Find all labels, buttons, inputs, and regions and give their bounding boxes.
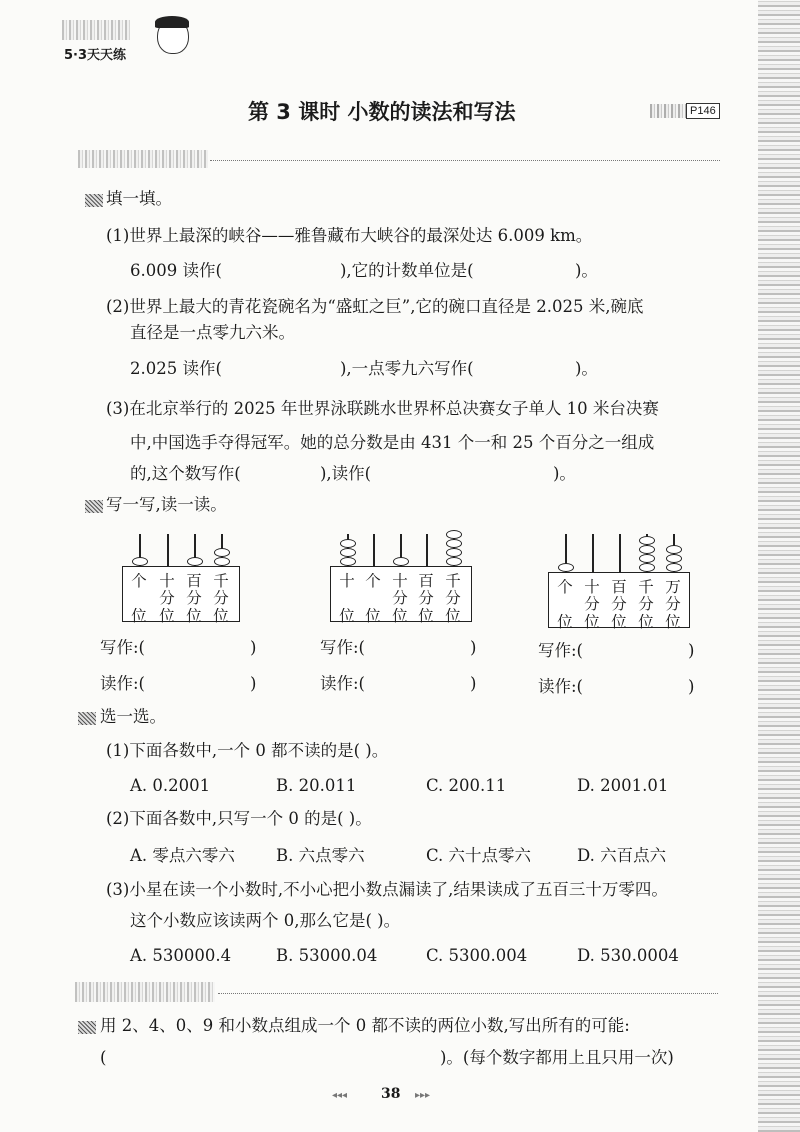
abacus-bead (446, 530, 462, 539)
q3-p3-opt-c: C. 5300.004 (426, 946, 528, 965)
close-paren: ) (250, 638, 257, 657)
abacus-bead (666, 554, 682, 563)
q3-p2-opt-d: D. 六百点六 (577, 846, 667, 865)
abacus-label: 位 (365, 607, 381, 625)
abacus-label: 分 (213, 589, 229, 607)
close-paren: ) (250, 674, 257, 693)
q3-p3-line2: 这个小数应该读两个 0,那么它是( )。 (130, 911, 401, 930)
q3-p3-opt-a: A. 530000.4 (130, 946, 232, 965)
q1-p3-line3c: )。 (553, 464, 576, 483)
right-arrows-icon: ▸▸▸ (415, 1090, 431, 1101)
abacus-bead (558, 563, 574, 572)
abacus-label: 千 (638, 578, 654, 596)
abacus-bead (446, 548, 462, 557)
read-label-1: 读作:( (100, 674, 145, 693)
page-number: 38 (381, 1086, 401, 1102)
q1-p1-line2b: ),它的计数单位是( (340, 261, 474, 280)
q1-p2-line3c: )。 (575, 359, 598, 378)
abacus-label: 位 (339, 607, 355, 625)
abacus-bead (639, 554, 655, 563)
close-paren: ) (470, 638, 477, 657)
question-2-icon (85, 500, 103, 513)
logo-cartoon (62, 20, 130, 40)
abacus-label: 百 (611, 578, 627, 596)
abacus-bead (446, 539, 462, 548)
abacus-label: 位 (665, 613, 681, 631)
write-label-2: 写作:( (320, 638, 365, 657)
read-label-3: 读作:( (538, 677, 583, 696)
abacus-label: 个 (131, 572, 147, 590)
section-banner-advanced (75, 982, 215, 1002)
abacus-label: 分 (584, 595, 600, 613)
abacus-label: 十 (584, 578, 600, 596)
abacus-label: 万 (665, 578, 681, 596)
q4-line1: 用 2、4、0、9 和小数点组成一个 0 都不读的两位小数,写出所有的可能: (100, 1016, 630, 1035)
abacus-bead (393, 557, 409, 566)
abacus-bead (214, 548, 230, 557)
read-label-2: 读作:( (320, 674, 365, 693)
cartoon-hair-icon (155, 16, 189, 28)
q3-p2-opt-a: A. 零点六零六 (130, 846, 235, 865)
close-paren: ) (688, 677, 695, 696)
abacus-label: 分 (665, 595, 681, 613)
q3-p2-opt-b: B. 六点零六 (276, 846, 365, 865)
abacus-bead (340, 539, 356, 548)
abacus-label: 位 (584, 613, 600, 631)
abacus-label: 位 (213, 607, 229, 625)
q3-p3-opt-d: D. 530.0004 (577, 946, 679, 965)
q1-p3-line3a: 的,这个数写作( (130, 464, 241, 483)
q4-line2b: )。(每个数字都用上且只用一次) (440, 1048, 674, 1067)
abacus-1 (122, 530, 244, 625)
abacus-label: 百 (186, 572, 202, 590)
q1-p2-line3b: ),一点零九六写作( (340, 359, 474, 378)
abacus-label: 位 (445, 607, 461, 625)
abacus-label: 分 (418, 589, 434, 607)
q1-p1-line2c: )。 (575, 261, 598, 280)
abacus-label: 分 (638, 595, 654, 613)
abacus-label: 位 (638, 613, 654, 631)
q3-p3-opt-b: B. 53000.04 (276, 946, 378, 965)
q3-p1-opt-d: D. 2001.01 (577, 776, 669, 795)
close-paren: ) (470, 674, 477, 693)
q3-p2-opt-c: C. 六十点零六 (426, 846, 532, 865)
q1-p2-line3a: 2.025 读作( (130, 359, 222, 378)
abacus-bead (340, 557, 356, 566)
abacus-bead (187, 557, 203, 566)
lesson-title: 第 3 课时 小数的读法和写法 (248, 100, 516, 124)
q1-p1-line2a: 6.009 读作( (130, 261, 222, 280)
q3-p1-opt-b: B. 20.011 (276, 776, 357, 795)
q1-p3-line2: 中,中国选手夺得冠军。她的总分数是由 431 个一和 25 个百分之一组成 (130, 433, 655, 452)
abacus-label: 千 (445, 572, 461, 590)
q3-p1: (1)下面各数中,一个 0 都不读的是( )。 (106, 741, 389, 760)
abacus-label: 位 (159, 607, 175, 625)
abacus-bead (666, 545, 682, 554)
abacus-3 (548, 530, 693, 631)
series-name: 5·3天天练 (64, 48, 127, 63)
abacus-label: 位 (186, 607, 202, 625)
q1-p2-line1: (2)世界上最大的青花瓷碗名为“盛虹之巨”,它的碗口直径是 2.025 米,碗底 (106, 297, 644, 316)
page-edge (758, 0, 800, 1132)
q3-p3-line1: (3)小星在读一个小数时,不小心把小数点漏读了,结果读成了五百三十万零四。 (106, 880, 668, 899)
series-logo (62, 14, 202, 74)
q2-heading: 写一写,读一读。 (106, 495, 227, 514)
page-ref-tag (650, 104, 686, 118)
abacus-label: 分 (445, 589, 461, 607)
abacus-bead (639, 563, 655, 572)
abacus-label: 位 (611, 613, 627, 631)
close-paren: ) (688, 641, 695, 660)
abacus-bead (340, 548, 356, 557)
q3-heading: 选一选。 (100, 707, 166, 726)
abacus-bead (639, 536, 655, 545)
abacus-label: 分 (186, 589, 202, 607)
q3-p1-opt-a: A. 0.2001 (130, 776, 211, 795)
left-arrows-icon: ◂◂◂ (332, 1090, 348, 1101)
abacus-label: 个 (365, 572, 381, 590)
q1-heading: 填一填。 (106, 189, 172, 208)
section-banner-basic (78, 150, 208, 168)
abacus-label: 分 (159, 589, 175, 607)
q1-p1-line1: (1)世界上最深的峡谷——雅鲁藏布大峡谷的最深处达 6.009 km。 (106, 226, 593, 245)
q1-p3-line3b: ),读作( (320, 464, 372, 483)
abacus-bead (446, 557, 462, 566)
write-label-3: 写作:( (538, 641, 583, 660)
abacus-label: 分 (611, 595, 627, 613)
abacus-label: 十 (159, 572, 175, 590)
abacus-bead (666, 563, 682, 572)
question-1-icon (85, 194, 103, 207)
abacus-label: 位 (131, 607, 147, 625)
abacus-label: 个 (557, 578, 573, 596)
abacus-label: 十 (392, 572, 408, 590)
page-ref: P146 (686, 103, 720, 119)
abacus-label: 百 (418, 572, 434, 590)
divider-line (218, 993, 718, 994)
q1-p3-line1: (3)在北京举行的 2025 年世界泳联跳水世界杯总决赛女子单人 10 米台决赛 (106, 399, 659, 418)
divider-line (210, 160, 720, 161)
abacus-label: 位 (392, 607, 408, 625)
abacus-label: 位 (418, 607, 434, 625)
abacus-label: 分 (392, 589, 408, 607)
abacus-bead (132, 557, 148, 566)
q3-p1-opt-c: C. 200.11 (426, 776, 507, 795)
abacus-label: 千 (213, 572, 229, 590)
q3-p2: (2)下面各数中,只写一个 0 的是( )。 (106, 809, 372, 828)
q4-line2a: ( (100, 1048, 107, 1067)
abacus-label: 位 (557, 613, 573, 631)
write-label-1: 写作:( (100, 638, 145, 657)
abacus-label: 十 (339, 572, 355, 590)
abacus-bead (639, 545, 655, 554)
question-3-icon (78, 712, 96, 725)
abacus-2 (330, 530, 475, 625)
abacus-bead (214, 557, 230, 566)
question-4-icon (78, 1021, 96, 1034)
q1-p2-line2: 直径是一点零九六米。 (130, 323, 295, 342)
